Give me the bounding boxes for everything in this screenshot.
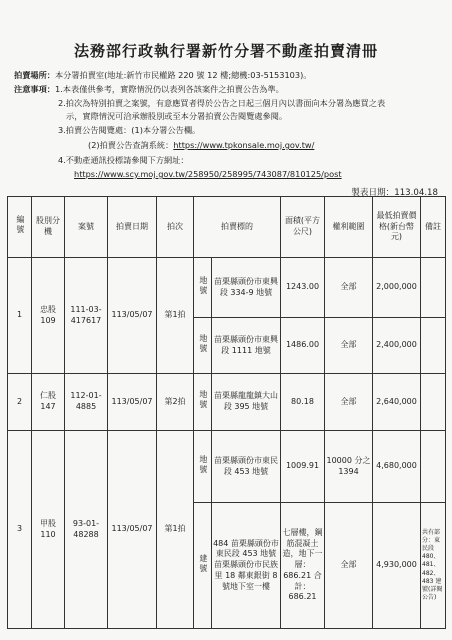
tpkonsale-link[interactable]: https://www.tpkonsale.moj.gov.tw/ [173,140,315,150]
notes-label: 注意事項： [14,84,55,94]
item-scope: 10000 分之 1394 [325,431,373,503]
item-area: 七層樓，鋼筋混凝土造，地下一層：686.21 合計：686.21 [281,503,325,629]
item-desc: 苗栗縣頭份市東民段 453 地號 [212,431,281,503]
case-no: 2 [8,374,32,431]
note-2a: 2.拍次為特別拍賣之案號，有意應買者得於公告之日起三個月內以書面向本分署為應買之表 [58,98,386,108]
item-scope: 全部 [325,503,373,629]
table-row [8,258,446,318]
header-case: 案號 [65,197,108,258]
note-3b [88,140,314,151]
item-remark [421,374,446,431]
header-area: 面積(平方公尺) [281,197,325,258]
item-desc: 苗栗縣龍龍鎮大山段 395 地號 [212,374,281,431]
header-division: 股別分機 [32,197,65,258]
header-scope: 權利範圍 [325,197,373,258]
item-kind: 地號 [194,374,212,431]
case-round: 第1拍 [157,431,194,629]
item-scope: 全部 [325,258,373,318]
case-number: 111-03-417617 [65,258,108,374]
header-date: 拍賣日期 [108,197,157,258]
note-3: 3.拍賣公告閱覽處：(1)本分署公告欄。 [58,125,201,135]
item-remark [421,431,446,503]
header-price: 最低拍賣價格(新台幣元) [373,197,421,258]
item-remark: 共有部分：東民段 480、481、482、483 建號(詳閱公告) [421,503,446,629]
item-price: 2,000,000 [373,258,421,318]
item-kind: 地號 [194,431,212,503]
item-area: 1009.91 [281,431,325,503]
item-desc: 苗栗縣頭份市東興段 334-9 地號 [212,258,281,318]
case-date: 113/05/07 [108,374,157,431]
item-scope: 全部 [325,318,373,374]
item-kind: 地號 [194,318,212,374]
auction-table [7,196,446,629]
case-round: 第2拍 [157,374,194,431]
case-round: 第1拍 [157,258,194,374]
item-scope: 全部 [325,374,373,431]
item-area: 80.18 [281,374,325,431]
item-desc: 484 苗栗縣頭份市東民段 453 地號 苗栗縣頭份市民族里 18 鄰東銀街 8 號地下室一樓 [212,503,281,629]
header-remark: 備註 [421,197,446,258]
venue-label: 拍賣場所： [14,70,55,80]
note-1: 1.本表僅供參考，實際情況仍以表列各該案件之拍賣公告為準。 [54,84,284,94]
item-remark [421,258,446,318]
item-desc: 苗栗縣頭份市東興段 1111 地號 [212,318,281,374]
case-date: 113/05/07 [108,258,157,374]
note-2b: 示，實際情況可洽承辦股別或至本分署拍賣公告閱覽處參閱。 [66,111,288,121]
note-3b-text: (2)拍賣公告查詢系統： [88,140,174,150]
item-price: 4,680,000 [373,431,421,503]
item-kind: 建號 [194,503,212,629]
page-title: 法務部行政執行署新竹分署不動產拍賣清冊 [73,42,378,60]
table-date: 製表日期：113.04.18 [351,188,438,198]
case-division: 甲股 110 [32,431,65,629]
header-target: 拍賣標的 [194,197,281,258]
item-area: 1243.00 [281,258,325,318]
case-no: 3 [8,431,32,629]
item-remark [421,318,446,374]
item-price: 2,640,000 [373,374,421,431]
note-4: 4.不動產通訊投標請參閱下方網址： [58,155,189,165]
item-kind: 地號 [194,258,212,318]
header-round: 拍次 [157,197,194,258]
item-area: 1486.00 [281,318,325,374]
case-division: 仁股 147 [32,374,65,431]
case-number: 112-01-4885 [65,374,108,431]
table-row [8,431,446,503]
venue-text: 本分署拍賣室(地址:新竹市民權路 220 號 12 樓;總機:03-5153103)。 [54,70,312,80]
header-row [8,197,446,258]
scy-link[interactable]: https://www.scy.moj.gov.tw/258950/258995/743087/810125/post [74,169,342,179]
notes-line-1 [14,84,284,95]
case-number: 93-01-48288 [65,431,108,629]
case-date: 113/05/07 [108,431,157,629]
table-row [8,374,446,431]
case-division: 忠股 109 [32,258,65,374]
case-no: 1 [8,258,32,374]
header-no: 編號 [8,197,32,258]
venue-line [14,70,311,81]
item-price: 4,930,000 [373,503,421,629]
item-price: 2,400,000 [373,318,421,374]
